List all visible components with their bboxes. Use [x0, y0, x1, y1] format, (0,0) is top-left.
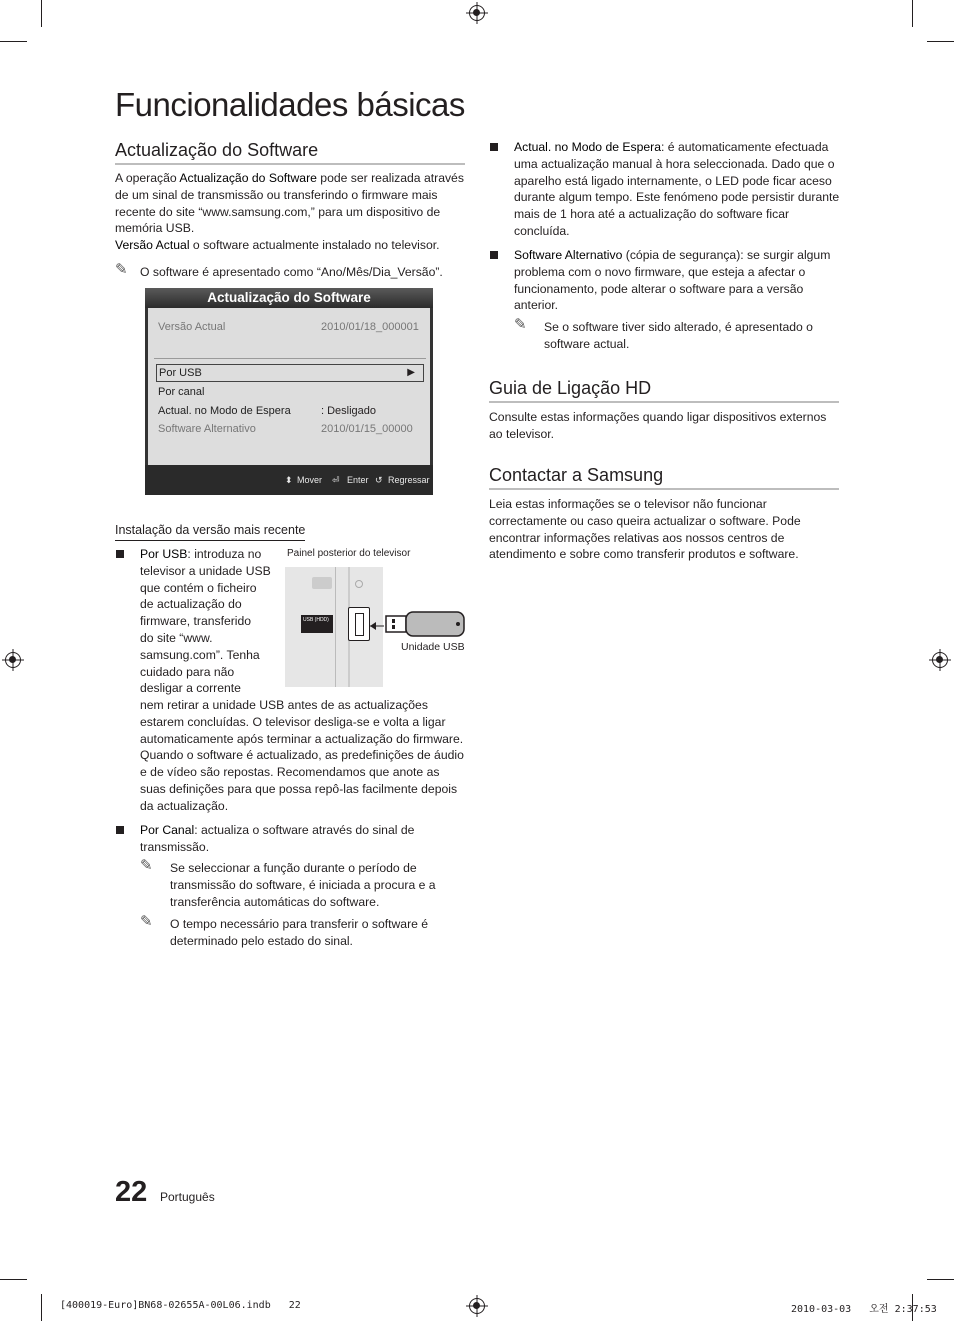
usb-line: de actualização do: [140, 597, 242, 612]
menu-item-standby[interactable]: Actual. no Modo de Espera: [158, 405, 291, 417]
usb-line: televisor a unidade USB: [140, 563, 271, 578]
alt-note: Se o software tiver sido alterado, é apresentado o software actual.: [544, 320, 813, 351]
usb-line: samsung.com”. Tenha: [140, 647, 260, 662]
channel-desc: : actualiza o software através do sinal de transmissão.: [140, 823, 415, 854]
footer-back: Regressar: [388, 475, 430, 485]
crop-mark: [927, 41, 954, 42]
intro-text: A operação: [115, 171, 180, 185]
note-pencil-icon: ✎: [140, 913, 153, 930]
alt-desc: (cópia de segurança): se surgir algum problema com o novo firmware, que esteja a afectar o funcionamento, pode alterar o software para a versão anterior.: [514, 248, 831, 313]
install-subheading: Instalação da versão mais recente: [115, 523, 305, 541]
usb-line: suas definições para que possa repô-las facilmente depois: [140, 781, 458, 796]
usb-line: estarem concluídas. O televisor desliga-se e volta a ligar: [140, 714, 446, 729]
print-footer-right: 2010-03-03 오전 2:37:53: [791, 1304, 937, 1315]
menu-item-por-canal[interactable]: Por canal: [158, 386, 205, 398]
print-footer-left: [400019-Euro]BN68-02655A-00L06.indb 22: [60, 1300, 301, 1311]
intro-bold: Actualização do Software: [179, 171, 317, 185]
usb-line: desligar a corrente: [140, 681, 241, 696]
crop-mark: [0, 41, 27, 42]
usb-line: nem retirar a unidade USB antes de as actualizações: [140, 698, 428, 712]
standby-desc: : é automaticamente efectuada uma actualização manual à hora seleccionada. Dado que o aparelho está ligado internamente, o LED pode ficar aceso durante algum tempo. Este fenómeno pode persistir durante mais de 1 hora até a actualização do software ficar concluída.: [514, 140, 840, 238]
menu-body: [148, 308, 430, 465]
usb-port-icon: USB (HDD): [301, 615, 333, 633]
usb-line: e de vídeo são repostas. Recomendamos que anote as: [140, 765, 440, 780]
note-pencil-icon: ✎: [514, 316, 527, 333]
contact-text: Leia estas informações se o televisor não funcionar correctamente ou caso queira actualizar o software. Pode encontrar informações relativas aos nossos centros de atendimento e sobre como transferir produtos e software.: [489, 497, 801, 562]
screw-icon: [355, 580, 363, 588]
menu-footer: [145, 465, 433, 495]
channel-note-1: Se seleccionar a função durante o período de transmissão do software, é iniciada a procura e a transferência automáticas do software.: [170, 861, 436, 909]
usb-line: Quando o software é actualizado, as predefinições de áudio: [140, 748, 464, 763]
page-number: 22: [115, 1176, 148, 1208]
menu-item-por-usb[interactable]: [156, 364, 424, 382]
section-heading-contact: Contactar a Samsung: [489, 465, 839, 490]
usb-text-narrow: [140, 546, 280, 697]
crop-mark: [912, 0, 913, 27]
usb-line: firmware, transferido: [140, 614, 252, 629]
note-pencil-icon: ✎: [140, 857, 153, 874]
usb-line: automaticamente após terminar a actualização do firmware.: [140, 731, 464, 746]
section-heading-hd-guide: Guia de Ligação HD: [489, 378, 839, 403]
channel-label: Por Canal: [140, 823, 195, 837]
bullet-square: [490, 251, 498, 259]
registration-mark-icon: [5, 652, 21, 668]
usb-line: da actualização.: [140, 798, 229, 813]
socket-slot: [355, 613, 364, 636]
usb-line: cuidado para não: [140, 664, 235, 679]
return-icon: ↺: [375, 475, 383, 485]
note-pencil-icon: ✎: [115, 261, 128, 278]
menu-item-label: Por USB: [159, 367, 202, 379]
registration-mark-icon: [469, 5, 485, 21]
footer-enter: Enter: [347, 475, 369, 485]
usb-socket: [348, 607, 370, 641]
bullet-square: [116, 826, 124, 834]
section-heading-software-update: Actualização do Software: [115, 140, 465, 165]
updown-arrow-icon: ⬍: [285, 475, 293, 485]
version-label: Versão Actual: [115, 238, 190, 253]
software-update-menu: [145, 288, 433, 495]
software-update-intro: [115, 170, 467, 254]
language-label: Português: [160, 1190, 215, 1204]
registration-mark-icon: [469, 1298, 485, 1314]
alt-software-text: [514, 247, 839, 314]
menu-item-alt-software-value: 2010/01/15_00000: [321, 423, 413, 435]
crop-mark: [927, 1279, 954, 1280]
version-note: O software é apresentado como “Ano/Mês/Dia_Versão”.: [140, 265, 443, 279]
chevron-right-icon: ▶: [407, 367, 415, 378]
alt-label: Software Alternativo: [514, 248, 623, 262]
page-title: Funcionalidades básicas: [115, 86, 465, 123]
footer-move: Mover: [297, 475, 323, 485]
registration-mark-icon: [932, 652, 948, 668]
panel-label: Painel posterior do televisor: [287, 548, 411, 559]
intro-text: pode ser realizada através de um sinal de transmissão ou transferindo o firmware mais recente do site “www.samsung.com,” para um dispositivo de memória USB.: [115, 171, 464, 236]
usb-text-wide: [140, 697, 470, 815]
standby-text: [514, 139, 844, 240]
crop-mark: [41, 0, 42, 27]
usb-line: que contém o ficheiro: [140, 580, 257, 595]
channel-note-2: O tempo necessário para transferir o software é determinado pelo estado do sinal.: [170, 917, 429, 948]
usb-drive-label: Unidade USB: [401, 641, 465, 653]
usb-line: do site “www.: [140, 630, 213, 645]
divider: [154, 358, 426, 359]
menu-title: Actualização do Software: [145, 288, 433, 308]
standby-label: Actual. no Modo de Espera: [514, 140, 662, 154]
menu-item-standby-value: : Desligado: [321, 405, 377, 417]
menu-current-version-label: Versão Actual: [158, 321, 226, 333]
menu-current-version-value: 2010/01/18_000001: [321, 321, 419, 333]
enter-icon: ⏎: [332, 475, 340, 485]
usb-drive-icon: [368, 606, 468, 642]
bullet-square: [116, 550, 124, 558]
bullet-square: [490, 143, 498, 151]
usb-line: : introduza no: [187, 547, 262, 561]
channel-text: [140, 822, 440, 856]
crop-mark: [41, 1294, 42, 1321]
panel-edge: [335, 567, 336, 687]
usb-label: Por USB: [140, 547, 188, 561]
headphone-jack-icon: [312, 577, 332, 589]
version-text: o software actualmente instalado no televisor.: [189, 238, 440, 253]
hd-guide-text: Consulte estas informações quando ligar dispositivos externos ao televisor.: [489, 410, 827, 441]
crop-mark: [0, 1279, 27, 1280]
menu-item-alt-software: Software Alternativo: [158, 423, 256, 435]
